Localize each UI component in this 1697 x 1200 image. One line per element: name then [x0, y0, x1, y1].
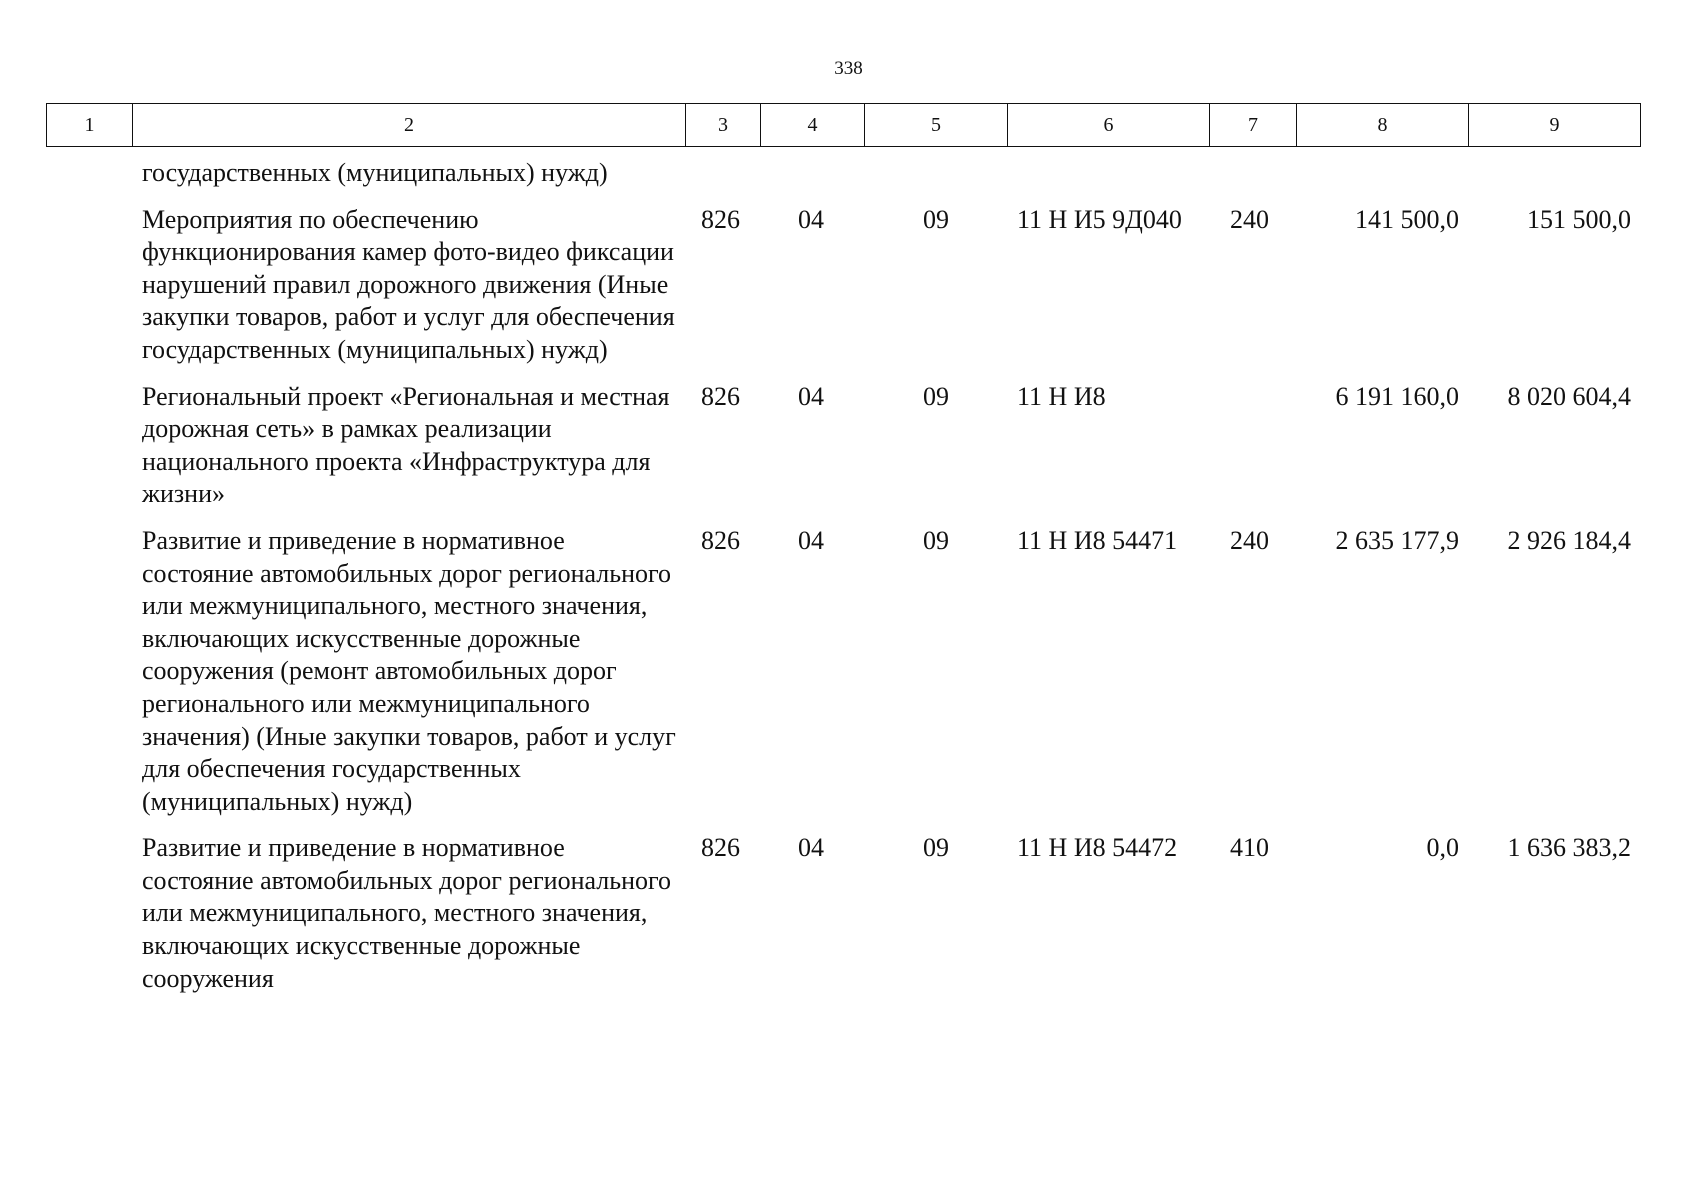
row-sum-1: 0,0: [1426, 833, 1460, 863]
table-row: [46, 190, 1640, 367]
row-rz: 04: [798, 381, 825, 411]
row-sum-2: 8 020 604,4: [1507, 381, 1632, 411]
row-csr: 11 Н И8 54472: [1017, 833, 1178, 863]
row-sum-1: 2 635 177,9: [1335, 525, 1460, 555]
row-sum-1: 141 500,0: [1355, 204, 1460, 234]
row-pr: 09: [923, 381, 950, 411]
row-gr: 826: [701, 833, 741, 863]
row-description: Развитие и приведение в нормативное состояние автомобильных дорог регионального или межмуниципального, местного значения, включающих искусственные дорожные сооружения: [142, 833, 672, 993]
row-sum-2: 151 500,0: [1527, 204, 1632, 234]
header-col-4: 4: [761, 104, 865, 147]
header-col-2: 2: [133, 104, 686, 147]
row-vr: 240: [1230, 525, 1270, 555]
header-col-8: 8: [1297, 104, 1469, 147]
row-vr: [1209, 367, 1296, 511]
row-gr: 826: [701, 525, 741, 555]
row-sum-1: 6 191 160,0: [1335, 381, 1460, 411]
row-description: государственных (муниципальных) нужд): [142, 158, 608, 187]
row-csr: 11 Н И8: [1017, 381, 1106, 411]
row-vr: 410: [1230, 833, 1270, 863]
row-pr: 09: [923, 204, 950, 234]
header-col-6: 6: [1008, 104, 1210, 147]
row-pr: [864, 157, 1007, 190]
header-col-5: 5: [865, 104, 1008, 147]
row-description: Развитие и приведение в нормативное состояние автомобильных дорог регионального или межмуниципального, местного значения, включающих искусственные дорожные сооружения (ремонт автомобильных дорог регионального или межмуниципального значения) (Иные закупки товаров, работ и услуг для обеспечения государственных (муниципальных) нужд): [142, 525, 676, 816]
header-col-3: 3: [686, 104, 761, 147]
row-pr: 09: [923, 525, 950, 555]
table-row: [46, 818, 1640, 995]
row-sum-1: [1296, 157, 1468, 190]
row-rz: 04: [798, 833, 825, 863]
row-gr: [685, 157, 760, 190]
header-col-9: 9: [1469, 104, 1641, 147]
row-csr: 11 Н И5 9Д040: [1017, 204, 1182, 234]
table-row: [46, 367, 1640, 511]
row-sum-2: 2 926 184,4: [1507, 525, 1632, 555]
row-csr: 11 Н И8 54471: [1017, 525, 1178, 555]
header-col-1: 1: [47, 104, 133, 147]
row-rz: 04: [798, 204, 825, 234]
row-gr: 826: [701, 381, 741, 411]
row-vr: [1209, 157, 1296, 190]
row-rz: [760, 157, 864, 190]
table-row: [46, 157, 1640, 190]
header-col-7: 7: [1210, 104, 1297, 147]
row-csr: [1007, 157, 1209, 190]
row-rz: 04: [798, 525, 825, 555]
row-pr: 09: [923, 833, 950, 863]
row-sum-2: 1 636 383,2: [1507, 833, 1632, 863]
row-sum-2: [1468, 157, 1640, 190]
row-description: Региональный проект «Региональная и местная дорожная сеть» в рамках реализации национального проекта «Инфраструктура для жизни»: [142, 381, 670, 509]
budget-table-body: [46, 157, 1640, 995]
table-row: [46, 511, 1640, 818]
row-description: Мероприятия по обеспечению функционирования камер фото-видео фиксации нарушений правил дорожного движения (Иные закупки товаров, работ и услуг для обеспечения государственных (муниципальных) нужд): [142, 204, 675, 364]
row-gr: 826: [701, 204, 741, 234]
column-number-header: [46, 103, 1641, 147]
page-number: 338: [834, 58, 863, 79]
row-vr: 240: [1230, 204, 1270, 234]
header-row: [47, 104, 1641, 147]
